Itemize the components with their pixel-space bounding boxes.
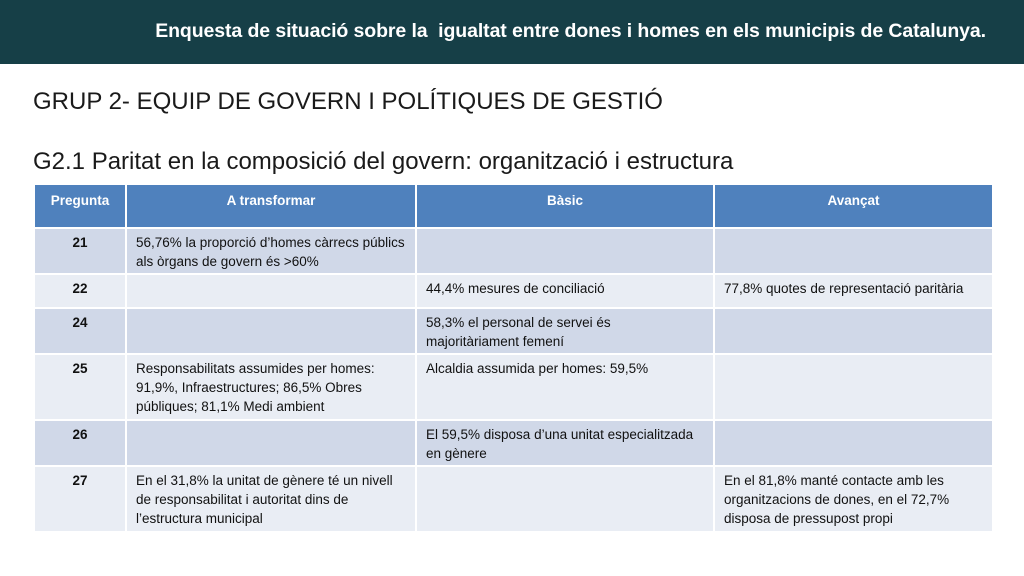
cell-basic bbox=[416, 228, 714, 274]
cell-pregunta: 25 bbox=[34, 354, 126, 420]
table-row bbox=[34, 274, 993, 308]
cell-pregunta: 26 bbox=[34, 420, 126, 466]
cell-pregunta: 24 bbox=[34, 308, 126, 354]
column-header-avancat: Avançat bbox=[714, 184, 993, 228]
cell-a-transformar: 56,76% la proporció d’homes càrrecs públics als òrgans de govern és >60% bbox=[126, 228, 416, 274]
cell-basic: Alcaldia assumida per homes: 59,5% bbox=[416, 354, 714, 420]
column-header-a-transformar: A transformar bbox=[126, 184, 416, 228]
table-row bbox=[34, 466, 993, 532]
table-row bbox=[34, 420, 993, 466]
cell-a-transformar: En el 31,8% la unitat de gènere té un nivell de responsabilitat i autoritat dins de l’estructura municipal bbox=[126, 466, 416, 532]
cell-basic: 44,4% mesures de conciliació bbox=[416, 274, 714, 308]
section-title: GRUP 2- EQUIP DE GOVERN I POLÍTIQUES DE GESTIÓ bbox=[33, 88, 663, 115]
cell-avancat: En el 81,8% manté contacte amb les organitzacions de dones, en el 72,7% disposa de pressupost propi bbox=[714, 466, 993, 532]
cell-avancat bbox=[714, 420, 993, 466]
table-row bbox=[34, 354, 993, 420]
cell-avancat bbox=[714, 228, 993, 274]
cell-basic: 58,3% el personal de servei és majoritàriament femení bbox=[416, 308, 714, 354]
cell-a-transformar bbox=[126, 274, 416, 308]
cell-basic bbox=[416, 466, 714, 532]
header-title: Enquesta de situació sobre la igualtat entre dones i homes en els municipis de Catalunya. bbox=[155, 20, 986, 42]
column-header-basic: Bàsic bbox=[416, 184, 714, 228]
cell-avancat bbox=[714, 354, 993, 420]
cell-a-transformar: Responsabilitats assumides per homes: 91,9%, Infraestructures; 86,5% Obres públiques; 81,1% Medi ambient bbox=[126, 354, 416, 420]
table-row bbox=[34, 228, 993, 274]
cell-pregunta: 27 bbox=[34, 466, 126, 532]
cell-a-transformar bbox=[126, 308, 416, 354]
cell-pregunta: 21 bbox=[34, 228, 126, 274]
cell-a-transformar bbox=[126, 420, 416, 466]
cell-avancat bbox=[714, 308, 993, 354]
cell-basic: El 59,5% disposa d’una unitat especialitzada en gènere bbox=[416, 420, 714, 466]
table-header-row bbox=[34, 184, 993, 228]
results-table bbox=[33, 183, 994, 533]
subsection-title: G2.1 Paritat en la composició del govern: organització i estructura bbox=[33, 148, 734, 175]
table-row bbox=[34, 308, 993, 354]
cell-pregunta: 22 bbox=[34, 274, 126, 308]
column-header-pregunta: Pregunta bbox=[34, 184, 126, 228]
header-bar bbox=[0, 0, 1024, 64]
cell-avancat: 77,8% quotes de representació paritària bbox=[714, 274, 993, 308]
